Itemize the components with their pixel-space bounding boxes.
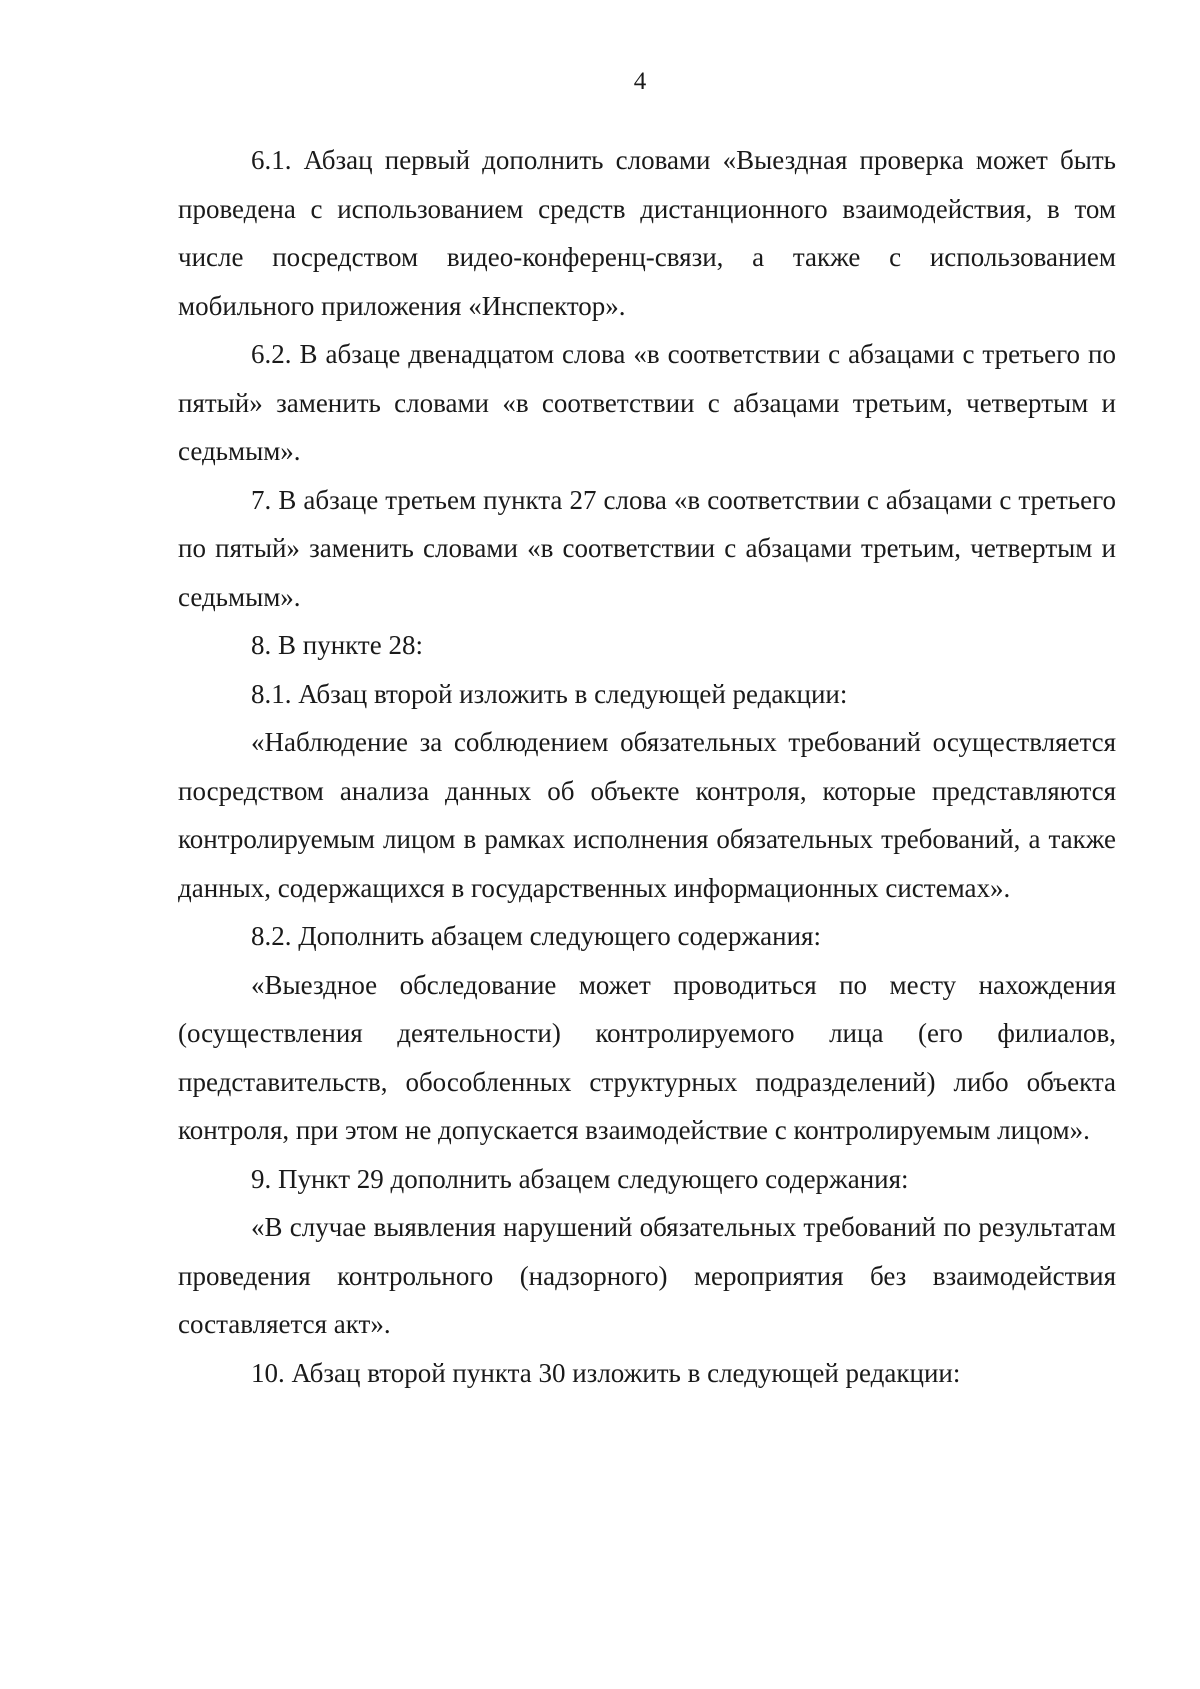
paragraph-6-2: 6.2. В абзаце двенадцатом слова «в соответствии с абзацами с третьего по пятый» заменить словами «в соответствии с абзацами третьим, четвертым и седьмым». — [178, 339, 1116, 466]
paragraph-8-1-quote: «Наблюдение за соблюдением обязательных требований осуществляется посредством анализа данных об объекте контроля, которые представляются контролируемым лицом в рамках исполнения обязательных требований, а также данных, содержащихся в государственных информационных системах». — [178, 727, 1116, 903]
paragraph-8-1: 8.1. Абзац второй изложить в следующей редакции: — [251, 678, 848, 709]
paragraph-9: 9. Пункт 29 дополнить абзацем следующего содержания: — [251, 1163, 909, 1194]
paragraph-10: 10. Абзац второй пункта 30 изложить в следующей редакции: — [251, 1357, 961, 1388]
paragraph-8-2-quote: «Выездное обследование может проводиться по месту нахождения (осуществления деятельности) контролируемого лица (его филиалов, представительств, обособленных структурных подразделений) либо объекта контроля, при этом не допускается взаимодействие с контролируемым лицом». — [178, 969, 1116, 1145]
page-number: 4 — [633, 68, 647, 95]
paragraph-8: 8. В пункте 28: — [251, 630, 423, 660]
paragraph-6-1: 6.1. Абзац первый дополнить словами «Выездная проверка может быть проведена с использованием средств дистанционного взаимодействия, в том числе посредством видео-конференц-связи, а также с использованием мобильного приложения «Инспектор». — [178, 145, 1116, 321]
paragraph-8-2: 8.2. Дополнить абзацем следующего содержания: — [251, 921, 821, 951]
paragraph-9-quote: «В случае выявления нарушений обязательных требований по результатам проведения контрольного (надзорного) мероприятия без взаимодействия составляется акт». — [178, 1212, 1116, 1339]
paragraph-7: 7. В абзаце третьем пункта 27 слова «в соответствии с абзацами с третьего по пятый» заменить словами «в соответствии с абзацами третьим, четвертым и седьмым». — [178, 484, 1116, 612]
document-body — [178, 136, 1116, 1397]
